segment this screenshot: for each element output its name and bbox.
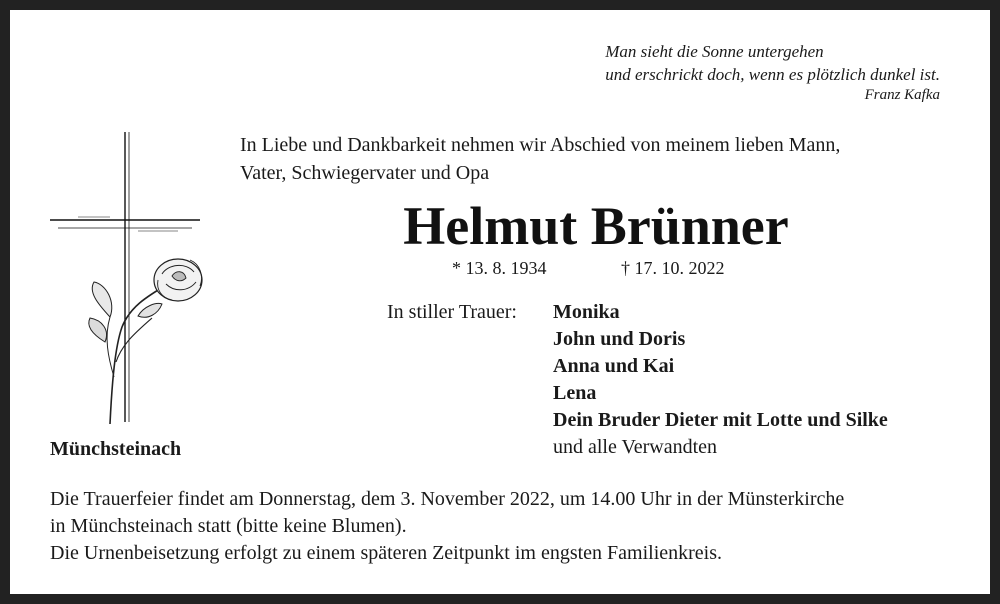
- town-name: Münchsteinach: [50, 438, 182, 460]
- obituary-notice: [10, 10, 990, 594]
- footer-line-2: in Münchsteinach statt (bitte keine Blumen).: [50, 515, 407, 537]
- funeral-details: [50, 486, 970, 567]
- intro-line-1: In Liebe und Dankbarkeit nehmen wir Abschied von meinem lieben Mann,: [240, 134, 841, 156]
- mourner-name: Dein Bruder Dieter mit Lotte und Silke: [553, 409, 888, 431]
- mourners-list: [553, 299, 888, 461]
- intro-line-2: Vater, Schwiegervater und Opa: [240, 162, 490, 184]
- cross-with-rose-icon: [50, 132, 210, 432]
- mourner-name: Monika: [553, 301, 620, 323]
- mourner-name: Lena: [553, 382, 597, 404]
- quote-author: Franz Kafka: [864, 87, 940, 103]
- footer-line-1: Die Trauerfeier findet am Donnerstag, dem 3. November 2022, um 14.00 Uhr in der Münsterkirche: [50, 488, 845, 510]
- death-date: † 17. 10. 2022: [621, 258, 725, 278]
- footer-line-3: Die Urnenbeisetzung erfolgt zu einem späteren Zeitpunkt im engsten Familienkreis.: [50, 542, 723, 564]
- relatives-line: und alle Verwandten: [553, 436, 718, 458]
- quote-line-1: Man sieht die Sonne untergehen: [605, 42, 824, 61]
- mourner-name: Anna und Kai: [553, 355, 675, 377]
- kafka-quote: [605, 40, 940, 104]
- quote-line-2: und erschrickt doch, wenn es plötzlich dunkel ist.: [605, 65, 940, 84]
- mourner-name: John und Doris: [553, 328, 686, 350]
- deceased-name: Helmut Brünner: [403, 196, 789, 256]
- mourning-label: In stiller Trauer:: [387, 301, 517, 323]
- intro-text: [240, 131, 952, 187]
- birth-date: * 13. 8. 1934: [452, 258, 547, 278]
